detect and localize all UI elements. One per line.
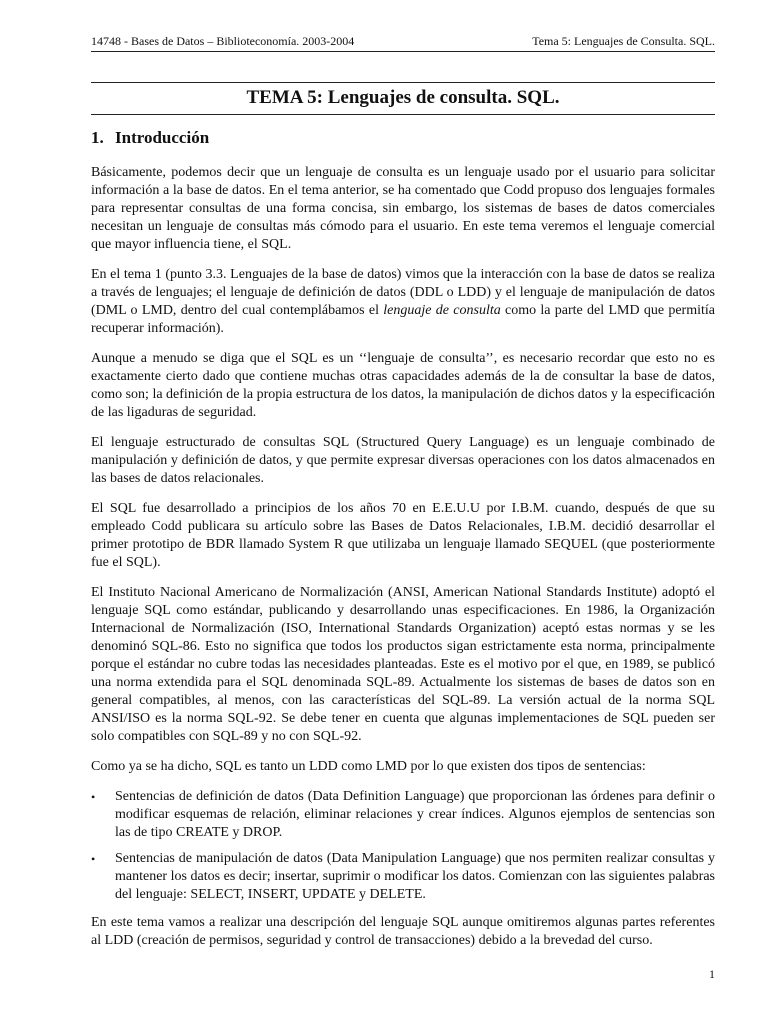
paragraph-4: El lenguaje estructurado de consultas SQL (Structured Query Language) es un lenguaje combinado de manipulación y definición de datos, y que permite expresar diversas operaciones con los datos almacenados en las bases de datos relacionales. [91, 435, 715, 486]
document-page [91, 0, 715, 1024]
paragraph-1: Básicamente, podemos decir que un lenguaje de consulta es un lenguaje usado por el usuario para solicitar información a la base de datos. En el tema anterior, se ha comentado que Codd propuso dos lenguajes formales para representar consultas de una forma concisa, sin embargo, los sistemas de bases de datos comerciales necesitan un lenguaje de consultas más cómodo para el usuario. En este tema veremos el lenguaje comercial que mayor influencia tiene, el SQL. [91, 165, 715, 252]
paragraph-2 [91, 266, 715, 338]
list-item [91, 850, 715, 904]
paragraph-3: Aunque a menudo se diga que el SQL es un ‘‘lenguaje de consulta’’, es necesario recordar que esto no es exactamente cierto dado que contiene muchas otras capacidades además de la de consultar la base de datos, como son; la definición de la propia estructura de los datos, la manipulación de dichos datos y la especificación de las ligaduras de seguridad. [91, 351, 715, 420]
paragraph-6: El Instituto Nacional Americano de Normalización (ANSI, American National Standards Institute) adoptó el lenguaje SQL como estándar, publicando y desarrollando unas especificaciones. En 1986, la Organización Internacional de Normalización (ISO, International Standards Organization) aceptó estas normas y se les denominó SQL-86. Esto no significa que todos los productos sigan estrictamente esta norma, principalmente porque el estándar no cubre todas las necesidades planteadas. Este es el motivo por el que, en 1989, se publicó una norma extendida para el SQL denominada SQL-89. Actualmente los sistemas de bases de datos son en general compatibles, al menos, con las características del SQL-89. La versión actual de la norma SQL ANSI/ISO es la norma SQL-92. Se debe tener en cuenta que algunas implementaciones de SQL pueden ser solo compatibles con SQL-89 y no con SQL-92. [91, 585, 715, 744]
list-item-text: Sentencias de definición de datos (Data Definition Language) que proporcionan las órdenes para definir o modificar esquemas de relación, eliminar relaciones y crear índices. Algunos ejemplos de sentencias son las de tipo CREATE y DROP. [115, 789, 715, 840]
section-title: Introducción [115, 128, 210, 147]
paragraph-5: El SQL fue desarrollado a principios de los años 70 en E.E.U.U por I.B.M. cuando, después de que su empleado Codd publicara su artículo sobre las Bases de Datos Relacionales, I.B.M. decidió desarrollar el primer prototipo de BDR llamado System R que utilizaba un lenguaje llamado SEQUEL (que posteriormente fue el SQL). [91, 501, 715, 570]
title-block [91, 82, 715, 115]
page-title: TEMA 5: Lenguajes de consulta. SQL. [246, 87, 560, 108]
paragraph-2-text-b: como la parte del LMD que permitía recuperar información). [91, 303, 715, 336]
body-text [91, 164, 715, 950]
sentence-types-list [91, 788, 715, 904]
bullet-icon: • [91, 790, 96, 804]
bullet-icon: • [91, 852, 96, 866]
paragraph-closing: En este tema vamos a realizar una descripción del lenguaje SQL aunque omitiremos algunas partes referentes al LDD (creación de permisos, seguridad y control de transacciones) debido a la brevedad del curso. [91, 915, 715, 948]
header-left: 14748 - Bases de Datos – Biblioteconomía. 2003-2004 [91, 34, 355, 48]
paragraph-2-text-a: En el tema 1 (punto 3.3. Lenguajes de la base de datos) vimos que la interacción con la base de datos se realiza a través de lenguajes; el lenguaje de definición de datos (DDL o LDD) y el lenguaje de manipulación de datos (DML o LMD, dentro del cual contemplábamos el [91, 267, 715, 318]
header-right: Tema 5: Lenguajes de Consulta. SQL. [532, 34, 715, 48]
section-number: 1. [91, 128, 104, 147]
section-heading [91, 128, 209, 148]
paragraph-2-italic: lenguaje de consulta [383, 303, 501, 318]
paragraph-7: Como ya se ha dicho, SQL es tanto un LDD como LMD por lo que existen dos tipos de sentencias: [91, 759, 646, 774]
page-number: 1 [709, 967, 715, 981]
list-item [91, 788, 715, 842]
list-item-text: Sentencias de manipulación de datos (Data Manipulation Language) que nos permiten realizar consultas y mantener los datos es decir; insertar, suprimir o modificar los datos. Comienzan con las siguientes palabras del lenguaje: SELECT, INSERT, UPDATE y DELETE. [115, 851, 715, 902]
running-header [91, 34, 715, 52]
